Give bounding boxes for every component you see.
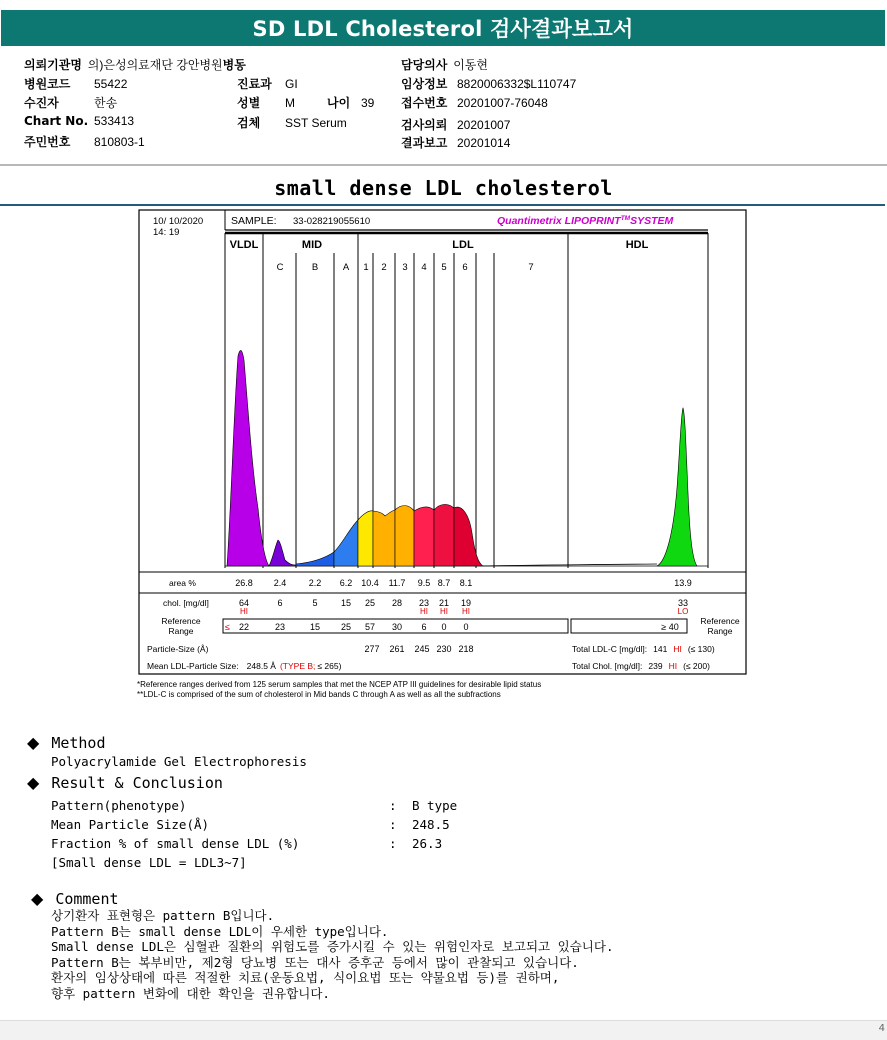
- flag-hi: HI: [240, 607, 248, 616]
- chart-no-value: 533413: [94, 114, 135, 128]
- receipt-field: [401, 94, 548, 111]
- ldl2-peak: [373, 510, 395, 566]
- comment-heading: [31, 889, 119, 908]
- band-1: 1: [363, 262, 369, 273]
- lipoprint-report-svg: [137, 208, 751, 702]
- hospital-label: 의뢰기관명: [24, 58, 82, 72]
- resident-id-field: [24, 133, 145, 150]
- method-text: Polyacrylamide Gel Electrophoresis: [51, 754, 307, 769]
- chol-value: 28: [391, 598, 403, 608]
- footnote-2: **LDL-C is comprised of the sum of cholesterol in Mid bands C through A as well as all the subfractions: [137, 690, 501, 699]
- department-field: [237, 75, 298, 92]
- area-value: 10.4: [361, 578, 379, 588]
- report-title: SD LDL Cholesterol 검사결과보고서: [1, 10, 885, 46]
- ldl1-peak: [358, 511, 373, 566]
- total-chol-line: Total Chol. [mg/dl]: 239 HI (≤ 200): [572, 661, 710, 671]
- age-label: 나이: [327, 96, 351, 110]
- report-date-value: 20201014: [457, 136, 511, 150]
- band-3: 3: [402, 262, 408, 273]
- area-value: 8.1: [459, 578, 473, 588]
- ref-label-right-2: Range: [707, 626, 733, 636]
- chol-label: chol. [mg/dl]: [163, 598, 209, 608]
- band-5: 5: [441, 262, 447, 273]
- receipt-value: 20201007-76048: [457, 96, 548, 110]
- result-row-sep: :: [389, 817, 397, 832]
- chol-value: 25: [364, 598, 376, 608]
- hdl-area-value: 13.9: [674, 578, 692, 588]
- request-date-label: 검사의뢰: [401, 118, 448, 132]
- diamond-bullet-icon: ◆: [27, 773, 40, 792]
- lipoprint-report-image: [137, 208, 751, 702]
- hospital-code-label: 병원코드: [24, 77, 71, 91]
- area-value: 2.2: [308, 578, 322, 588]
- chol-value: 19: [460, 598, 472, 608]
- hospital-code-field: [24, 75, 127, 92]
- sample-value: 33-028219055610: [293, 216, 371, 227]
- result-row-value: 26.3: [412, 836, 443, 851]
- result-note: [Small dense LDL = LDL3~7]: [51, 855, 247, 870]
- ref-value: 57: [364, 622, 376, 632]
- result-row: [51, 836, 651, 855]
- section-title: small dense LDL cholesterol: [274, 176, 613, 200]
- area-value: 6.2: [339, 578, 353, 588]
- comment-title: Comment: [55, 889, 119, 908]
- ref-label-right-1: Reference: [700, 616, 740, 626]
- department-label: 진료과: [237, 77, 272, 91]
- age-field: [327, 94, 374, 111]
- ref-value: 0: [441, 622, 447, 632]
- patient-name-value: 한송: [94, 96, 118, 110]
- specimen-field: [237, 114, 347, 131]
- request-date-field: [401, 116, 510, 133]
- band-6: 6: [462, 262, 468, 273]
- result-heading: [27, 773, 223, 792]
- diamond-bullet-icon: ◆: [27, 733, 40, 752]
- band-2: 2: [381, 262, 387, 273]
- area-value: 9.5: [417, 578, 431, 588]
- doctor-field: [401, 56, 488, 73]
- ref-value: 25: [340, 622, 352, 632]
- comment-body: [51, 908, 881, 1001]
- comment-line: 상기환자 표현형은 pattern B입니다.: [51, 908, 275, 923]
- specimen-label: 검체: [237, 116, 261, 130]
- ldl3-peak: [414, 507, 434, 566]
- resident-id-label: 주민번호: [24, 135, 71, 149]
- comment-line: 향후 pattern 변화에 대한 확인을 권유합니다.: [51, 985, 330, 1001]
- diamond-bullet-icon: ◆: [31, 889, 44, 908]
- age-value: 39: [361, 96, 375, 110]
- resident-id-value: 810803-1: [94, 135, 145, 149]
- page-footer-strip: [0, 1020, 887, 1040]
- comment-line: Pattern B는 small dense LDL이 우세한 type입니다.: [51, 923, 389, 939]
- result-row-sep: :: [389, 798, 397, 813]
- group-hdl: HDL: [625, 239, 649, 251]
- chol-value: 5: [312, 598, 318, 608]
- clinical-info-field: [401, 75, 576, 92]
- group-mid: MID: [301, 239, 323, 251]
- particle-size-value: 245: [414, 644, 430, 654]
- comment-line: Small dense LDL은 심혈관 질환의 위험도를 증가시킬 수 있는 위험인자로 보고되고 있습니다.: [51, 939, 614, 954]
- receipt-label: 접수번호: [401, 96, 448, 110]
- flag-lo: LO: [677, 607, 689, 616]
- report-date: 10/ 10/2020: [153, 216, 204, 227]
- area-value: 2.4: [273, 578, 287, 588]
- sex-value: M: [285, 96, 295, 110]
- department-value: GI: [285, 77, 298, 91]
- ref-value: 23: [274, 622, 286, 632]
- ldl4-peak: [434, 504, 454, 566]
- sex-field: [237, 94, 295, 111]
- flag-hi: HI: [440, 607, 448, 616]
- hospital-value: 의)은성의료재단 강안병원: [87, 58, 223, 72]
- particle-size-value: 230: [436, 644, 452, 654]
- hospital-code-value: 55422: [94, 77, 128, 91]
- doctor-value: 이동현: [453, 58, 488, 72]
- result-row-label: Pattern(phenotype): [51, 798, 187, 813]
- result-row-sep: :: [389, 836, 397, 851]
- hdl-chol-value: 33: [677, 598, 689, 608]
- result-row-label: Mean Particle Size(Å): [51, 817, 210, 832]
- chol-value: 64: [238, 598, 250, 608]
- report-date-field: [401, 134, 510, 151]
- hospital-field: [24, 56, 246, 73]
- chart-no-field: [24, 114, 134, 128]
- band-b: B: [311, 262, 319, 273]
- area-value: 8.7: [437, 578, 451, 588]
- group-ldl: LDL: [452, 239, 474, 251]
- band-7: 7: [528, 262, 534, 273]
- flag-hi: HI: [420, 607, 428, 616]
- report-time: 14: 19: [153, 227, 180, 238]
- method-title: Method: [51, 733, 106, 752]
- section-title-rule: [0, 204, 885, 206]
- comment-line: 환자의 임상상태에 따른 적절한 치료(운동요법, 식이요법 또는 약물요법 등)를 권하며,: [51, 970, 560, 985]
- particle-size-value: 261: [389, 644, 405, 654]
- result-title: Result & Conclusion: [51, 773, 223, 792]
- chart-no-label: Chart No.: [24, 114, 89, 128]
- result-row: [51, 817, 651, 836]
- total-ldl-line: Total LDL-C [mg/dl]: 141 HI (≤ 130): [572, 644, 715, 654]
- footnote-1: *Reference ranges derived from 125 serum samples that met the NCEP ATP III guidelines for desirable lipid status: [137, 680, 542, 689]
- ref-value: 22: [238, 622, 250, 632]
- area-value: 26.8: [235, 578, 253, 588]
- band-c: C: [276, 262, 284, 273]
- page-number: 4: [878, 1023, 885, 1034]
- method-heading: [27, 733, 106, 752]
- flag-hi: HI: [462, 607, 470, 616]
- area-value: 11.7: [388, 578, 406, 588]
- area-label: area %: [169, 578, 196, 588]
- request-date-value: 20201007: [457, 118, 511, 132]
- group-vldl: VLDL: [229, 239, 259, 251]
- patient-info-panel: [0, 48, 887, 166]
- mean-particle-line: Mean LDL-Particle Size: 248.5 Å (TYPE B; ≤ 265): [147, 661, 342, 671]
- ref-value: 0: [463, 622, 469, 632]
- comment-line: Pattern B는 복부비만, 제2형 당뇨병 또는 대사 증후군 등에서 많이 관찰되고 있습니다.: [51, 954, 579, 970]
- hdl-ref-value: ≥ 40: [661, 622, 679, 632]
- particle-size-label: Particle-Size (Å): [147, 644, 209, 654]
- specimen-value: SST Serum: [285, 116, 347, 130]
- doctor-label: 담당의사: [401, 58, 448, 72]
- brand-name: Quantimetrix LIPOPRINT™SYSTEM: [497, 215, 674, 227]
- band-a: A: [342, 262, 350, 273]
- ldl2b-peak: [395, 506, 414, 566]
- ref-value: 6: [421, 622, 427, 632]
- ref-value: 30: [391, 622, 403, 632]
- particle-size-value: 277: [364, 644, 380, 654]
- report-date-label: 결과보고: [401, 136, 448, 150]
- result-rows: [51, 798, 651, 874]
- clinical-info-value: 8820006332$L110747: [457, 77, 577, 91]
- ref-le-symbol: ≤: [225, 622, 230, 632]
- sample-label: SAMPLE:: [231, 215, 277, 227]
- chol-value: 21: [438, 598, 450, 608]
- patient-name-label: 수진자: [24, 96, 59, 110]
- chol-value: 6: [277, 598, 283, 608]
- ref-label-left-2: Range: [168, 626, 194, 636]
- patient-name-field: [24, 94, 117, 111]
- result-row: [51, 798, 651, 817]
- ref-label-left-1: Reference: [161, 616, 201, 626]
- result-row-value: B type: [412, 798, 458, 813]
- clinical-info-label: 임상정보: [401, 77, 448, 91]
- sex-label: 성별: [237, 96, 261, 110]
- chol-value: 15: [340, 598, 352, 608]
- result-row-value: 248.5: [412, 817, 450, 832]
- ward-label: 병동: [222, 58, 246, 72]
- band-4: 4: [421, 262, 427, 273]
- result-row-label: Fraction % of small dense LDL (%): [51, 836, 300, 851]
- particle-size-value: 218: [458, 644, 474, 654]
- ref-value: 15: [309, 622, 321, 632]
- chol-value: 23: [418, 598, 430, 608]
